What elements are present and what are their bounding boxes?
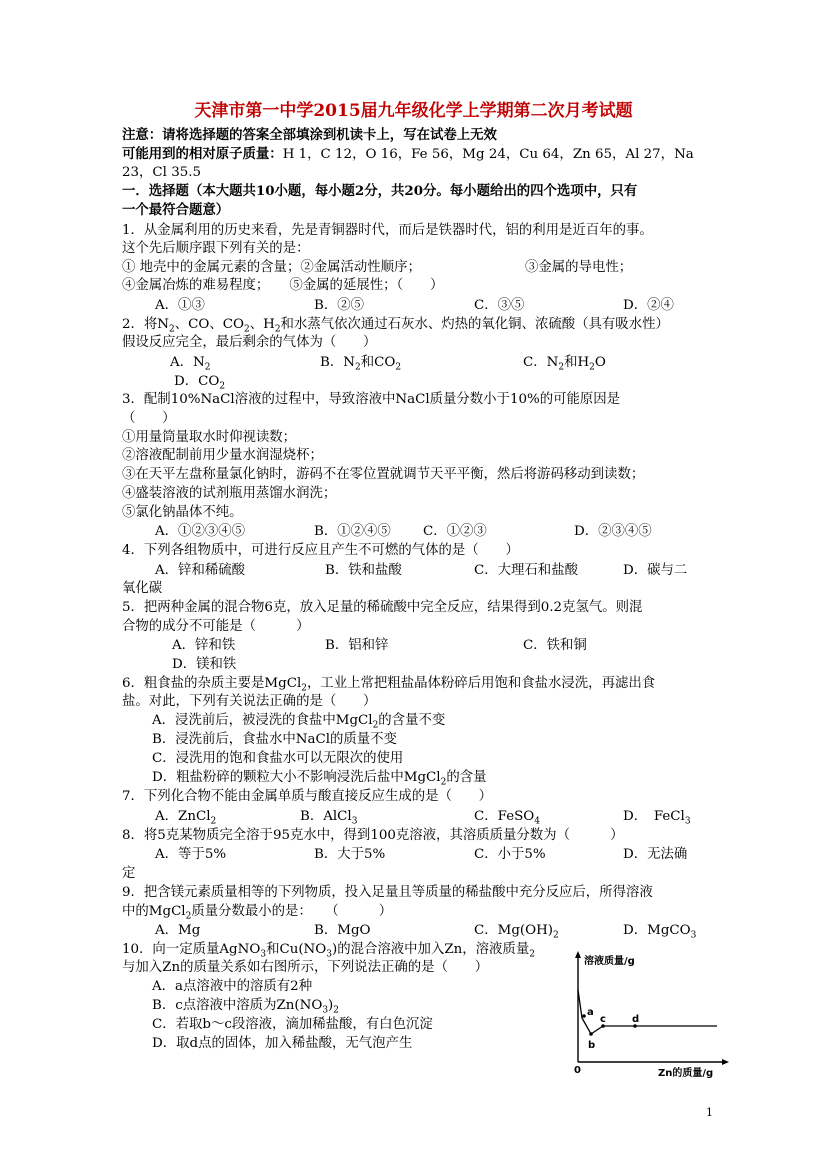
point-label-c: c: [600, 1014, 606, 1025]
q4-option-c: C．大理石和盐酸: [474, 563, 578, 578]
q3-option-c: C．①②③: [423, 524, 487, 539]
section-heading: 一．选择题（本大题共10小题，每小题2分，共20分。每小题给出的四个选项中，只有: [122, 183, 638, 199]
q8-option-b: B．大于5%: [314, 847, 386, 862]
q9-option-a: A．Mg: [155, 923, 201, 938]
q8-option-a: A．等于5%: [155, 847, 227, 862]
series-line: [578, 990, 717, 1034]
q2-option-d: D．$CO_2$: [174, 374, 226, 392]
y-axis-label: 溶液质量/g: [584, 956, 635, 967]
q6-option-b: B．浸洗前后，食盐水中NaCl的质量不变: [152, 732, 397, 747]
q9-stem: 9．把含镁元素质量相等的下列物质，投入足量且等质量的稀盐酸中充分反应后，所得溶液: [122, 885, 653, 900]
q8-option-c: C．小于5%: [474, 847, 546, 862]
q1-option-b: B．②⑤: [314, 298, 365, 313]
point-a: [582, 1014, 586, 1018]
q4-option-b: B．铁和盐酸: [325, 563, 402, 578]
q8-stem: 8．将5克某物质完全溶于95克水中，得到100克溶液，其溶质质量分数为（ ）: [122, 828, 624, 843]
q10-option-b: B．c点溶液中溶质为$Zn(NO_3)_2$: [152, 998, 340, 1016]
point-label-b: b: [588, 1040, 596, 1051]
q1-option-d: D．②④: [623, 298, 674, 313]
q7-option-d: D． FeCl$_3$: [623, 809, 691, 827]
q1-item-1: ① 地壳中的金属元素的含量；②金属活动性顺序；: [122, 260, 421, 275]
q5-stem: 5．把两种金属的混合物6克，放入足量的稀硫酸中完全反应，结果得到0.2克氢气。则混: [122, 600, 643, 615]
q7-stem: 7．下列化合物不能由金属单质与酸直接反应生成的是（ ）: [122, 789, 493, 804]
q6-option-c: C．浸洗用的饱和食盐水可以无限次的使用: [152, 751, 404, 766]
origin-label: 0: [574, 1065, 581, 1076]
atomic-mass-line: [122, 146, 694, 163]
atomic-mass-values-cont: 23，Cl 35.5: [122, 165, 202, 180]
q3-stem-cont: （ ）: [122, 411, 176, 426]
q3-option-b: B．①②④⑤: [314, 524, 391, 539]
q10-option-d: D．取d点的固体，加入稀盐酸，无气泡产生: [152, 1036, 413, 1051]
q4-option-d-cont: 氧化碳: [122, 581, 163, 596]
page-title: 天津市第一中学2015届九年级化学上学期第二次月考试题: [194, 101, 633, 121]
solution-mass-chart: [560, 948, 730, 1078]
q9-option-d: D．MgCO$_3$: [623, 923, 697, 941]
q1-item-3: ③金属的导电性；: [525, 260, 633, 275]
q6-option-a: A．浸洗前后，被浸洗的食盐中MgCl$_2$的含量不变: [152, 713, 446, 731]
q7-option-a: A．ZnCl$_2$: [155, 809, 217, 827]
q1-item-4: ④金属冶炼的难易程度； ⑤金属的延展性；（ ）: [122, 278, 444, 293]
q3-option-a: A．①②③④⑤: [155, 524, 246, 539]
q2-option-a: A．$N_2$: [170, 355, 211, 373]
q2-option-c: C．$N_2$和$H_2O$: [523, 355, 606, 373]
q4-stem: 4．下列各组物质中，可进行反应且产生不可燃的气体的是（ ）: [122, 543, 519, 558]
q3-item-4: ④盛装溶液的试剂瓶用蒸馏水润洗；: [122, 486, 337, 501]
x-axis-label: Zn的质量/g: [658, 1068, 714, 1078]
q3-option-d: D．②③④⑤: [574, 524, 652, 539]
q1-stem-cont: 这个先后顺序跟下列有关的是：: [122, 241, 310, 256]
q5-option-d: D．镁和铁: [172, 657, 237, 672]
atomic-mass-values: H 1，C 12，O 16，Fe 56，Mg 24，Cu 64，Zn 65，Al 27，Na: [282, 147, 694, 162]
q5-option-c: C．铁和铜: [523, 638, 587, 653]
q10-stem-cont: 与加入Zn的质量关系如右图所示，下列说法正确的是（ ）: [122, 960, 489, 975]
q10-option-c: C．若取b～c段溶液，滴加稀盐酸，有白色沉淀: [152, 1017, 433, 1032]
q7-option-b: B．AlCl$_3$: [300, 809, 358, 827]
q3-item-3: ③在天平左盘称量氯化钠时，游码不在零位置就调节天平平衡，然后将游码移动到读数；: [122, 467, 645, 482]
q1-option-c: C．③⑤: [474, 298, 525, 313]
point-b: [589, 1032, 593, 1036]
q1-stem: 1．从金属利用的历史来看，先是青铜器时代，而后是铁器时代，铝的利用是近百年的事。: [122, 223, 653, 238]
q5-stem-cont: 合物的成分不可能是（ ）: [122, 619, 310, 634]
x-axis-arrow: [722, 1059, 729, 1065]
q5-option-b: B．铝和锌: [325, 638, 389, 653]
q9-stem-cont: 中的MgCl$_2$质量分数最小的是： （ ）: [122, 904, 393, 922]
q2-stem-cont: 假设反应完全，最后剩余的气体为（ ）: [122, 335, 377, 350]
q6-option-d: D．粗盐粉碎的颗粒大小不影响浸洗后盐中MgCl$_2$的含量: [152, 770, 487, 788]
y-axis-arrow: [575, 951, 581, 958]
q3-item-1: ①用量筒量取水时仰视读数；: [122, 430, 297, 445]
q7-option-c: C．FeSO$_4$: [474, 809, 541, 827]
q4-option-d: D．碳与二: [623, 563, 688, 578]
atomic-mass-label: 可能用到的相对原子质量：: [122, 146, 283, 162]
q8-option-d-cont: 定: [122, 866, 136, 881]
q9-option-c: C．$Mg(OH)_2$: [474, 923, 559, 941]
q3-item-2: ②溶液配制前用少量水润湿烧杯；: [122, 448, 323, 463]
q5-option-a: A．锌和铁: [172, 638, 236, 653]
point-label-d: d: [632, 1014, 640, 1025]
q9-option-b: B．MgO: [314, 923, 371, 938]
q1-option-a: A．①③: [155, 298, 205, 313]
section-heading-cont: 一个最符合题意）: [122, 202, 230, 218]
point-label-a: a: [587, 1007, 594, 1018]
q3-stem: 3．配制10%NaCl溶液的过程中，导致溶液中NaCl质量分数小于10%的可能原因是: [122, 392, 621, 407]
q10-option-a: A．a点溶液中的溶质有2种: [152, 979, 313, 994]
q8-option-d: D．无法确: [623, 847, 688, 862]
q3-item-5: ⑤氯化钠晶体不纯。: [122, 505, 243, 520]
q10-stem: 10．向一定质量AgNO$_3$和$Cu(NO_3)$的混合溶液中加入Zn，溶液质量$_2$: [122, 942, 535, 960]
q2-option-b: B．$N_2$和$CO_2$: [320, 355, 402, 373]
notice: 注意：请将选择题的答案全部填涂到机读卡上，写在试卷上无效: [122, 127, 497, 143]
page-number: 1: [706, 1106, 713, 1119]
q2-stem: 2．将$N_2$、CO、$CO_2$、$H_2$和水蒸气依次通过石灰水、灼热的氧化铜、浓硫酸（具有吸水性）: [122, 317, 669, 335]
q6-stem: 6．粗食盐的杂质主要是MgCl$_2$，工业上常把粗盐晶体粉碎后用饱和食盐水浸洗，再滤出食: [122, 676, 656, 694]
q6-stem-cont: 盐。对此，下列有关说法正确的是（ ）: [122, 694, 377, 709]
q4-option-a: A．锌和稀硫酸: [155, 563, 246, 578]
